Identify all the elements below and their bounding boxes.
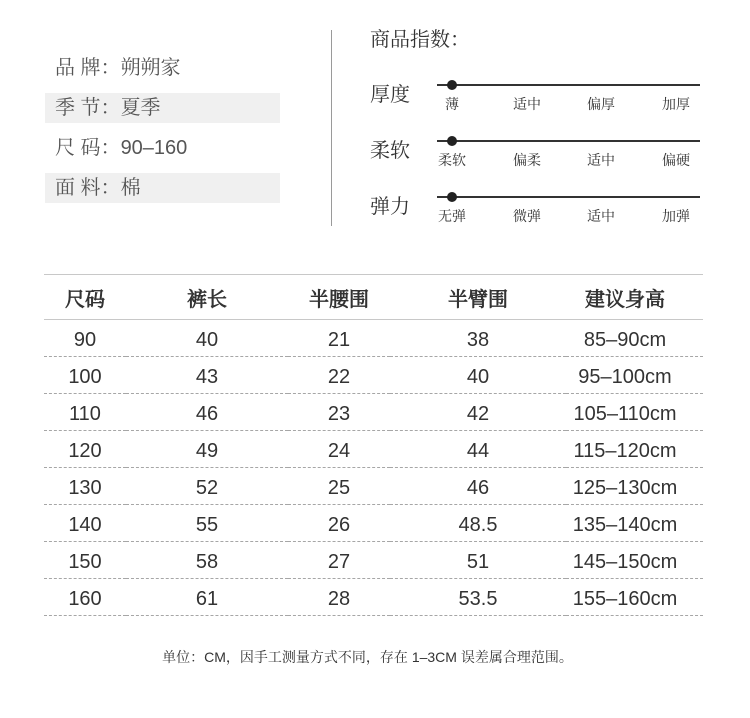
scale-label: 加厚 (662, 96, 690, 112)
scale-label: 无弹 (438, 208, 466, 224)
cell-half-waist: 25 (288, 468, 390, 505)
cell-half-arm: 51 (390, 542, 566, 579)
header-half-arm: 半臂围 (390, 275, 566, 320)
table-row (44, 394, 703, 431)
cell-pants-length: 61 (126, 579, 288, 616)
cell-pants-length: 55 (126, 505, 288, 542)
cell-half-arm: 44 (390, 431, 566, 468)
cell-pants-length: 40 (126, 320, 288, 357)
cell-suggested-height: 135–140cm (566, 505, 703, 542)
cell-pants-length: 46 (126, 394, 288, 431)
header-size: 尺码 (44, 275, 126, 320)
scale-line (437, 196, 700, 198)
cell-suggested-height: 125–130cm (566, 468, 703, 505)
cell-size: 110 (44, 394, 126, 431)
table-row (44, 579, 703, 616)
table-row (44, 505, 703, 542)
table-row (44, 320, 703, 357)
cell-half-waist: 26 (288, 505, 390, 542)
cell-size: 140 (44, 505, 126, 542)
info-row-size-range (45, 133, 280, 163)
scale-label: 微弹 (513, 208, 541, 224)
scale-line (437, 84, 700, 86)
cell-pants-length: 52 (126, 468, 288, 505)
cell-pants-length: 58 (126, 542, 288, 579)
info-row-brand (45, 53, 280, 83)
cell-suggested-height: 95–100cm (566, 357, 703, 394)
cell-half-waist: 21 (288, 320, 390, 357)
scale-marker (447, 192, 457, 202)
table-header-row (44, 275, 703, 320)
table-row (44, 468, 703, 505)
cell-half-waist: 23 (288, 394, 390, 431)
cell-pants-length: 49 (126, 431, 288, 468)
scale-marker (447, 136, 457, 146)
scale-label: 偏柔 (513, 152, 541, 168)
info-row-season (45, 93, 280, 123)
cell-half-arm: 42 (390, 394, 566, 431)
scale-label: 柔软 (438, 152, 466, 168)
info-value: 夏季 (120, 97, 161, 119)
index-name: 柔软 (370, 140, 410, 162)
table-row (44, 357, 703, 394)
cell-half-waist: 27 (288, 542, 390, 579)
info-label: 季 节： (55, 97, 121, 119)
index-name: 弹力 (370, 196, 410, 218)
cell-half-arm: 38 (390, 320, 566, 357)
table-row (44, 431, 703, 468)
cell-size: 120 (44, 431, 126, 468)
cell-suggested-height: 115–120cm (566, 431, 703, 468)
vertical-divider (331, 30, 332, 226)
scale-label: 偏硬 (662, 152, 690, 168)
size-table (44, 274, 703, 616)
scale-label: 适中 (513, 96, 541, 112)
cell-suggested-height: 155–160cm (566, 579, 703, 616)
cell-size: 90 (44, 320, 126, 357)
cell-half-waist: 22 (288, 357, 390, 394)
scale-label: 适中 (587, 208, 615, 224)
index-title: 商品指数： (370, 29, 470, 51)
index-name: 厚度 (370, 84, 410, 106)
measurement-footnote: 单位：CM，因手工测量方式不同，存在 1–3CM 误差属合理范围。 (162, 649, 573, 665)
header-pants-length: 裤长 (126, 275, 288, 320)
header-half-waist: 半腰围 (288, 275, 390, 320)
info-value: 90–160 (120, 137, 188, 159)
scale-label: 薄 (445, 96, 459, 112)
cell-half-arm: 46 (390, 468, 566, 505)
scale-line (437, 140, 700, 142)
info-row-material (45, 173, 280, 203)
cell-suggested-height: 105–110cm (566, 394, 703, 431)
scale-marker (447, 80, 457, 90)
info-label: 尺 码： (55, 137, 121, 159)
cell-size: 160 (44, 579, 126, 616)
cell-size: 150 (44, 542, 126, 579)
cell-suggested-height: 145–150cm (566, 542, 703, 579)
cell-half-waist: 28 (288, 579, 390, 616)
cell-half-arm: 40 (390, 357, 566, 394)
scale-label: 偏厚 (587, 96, 615, 112)
scale-label: 加弹 (662, 208, 690, 224)
info-label: 品 牌： (55, 57, 121, 79)
table-row (44, 542, 703, 579)
cell-half-waist: 24 (288, 431, 390, 468)
info-value: 朔朔家 (120, 57, 181, 79)
cell-size: 100 (44, 357, 126, 394)
cell-half-arm: 48.5 (390, 505, 566, 542)
info-label: 面 料： (55, 177, 121, 199)
cell-size: 130 (44, 468, 126, 505)
cell-pants-length: 43 (126, 357, 288, 394)
cell-suggested-height: 85–90cm (566, 320, 703, 357)
header-suggested-height: 建议身高 (566, 275, 703, 320)
info-value: 棉 (120, 177, 141, 199)
scale-label: 适中 (587, 152, 615, 168)
cell-half-arm: 53.5 (390, 579, 566, 616)
